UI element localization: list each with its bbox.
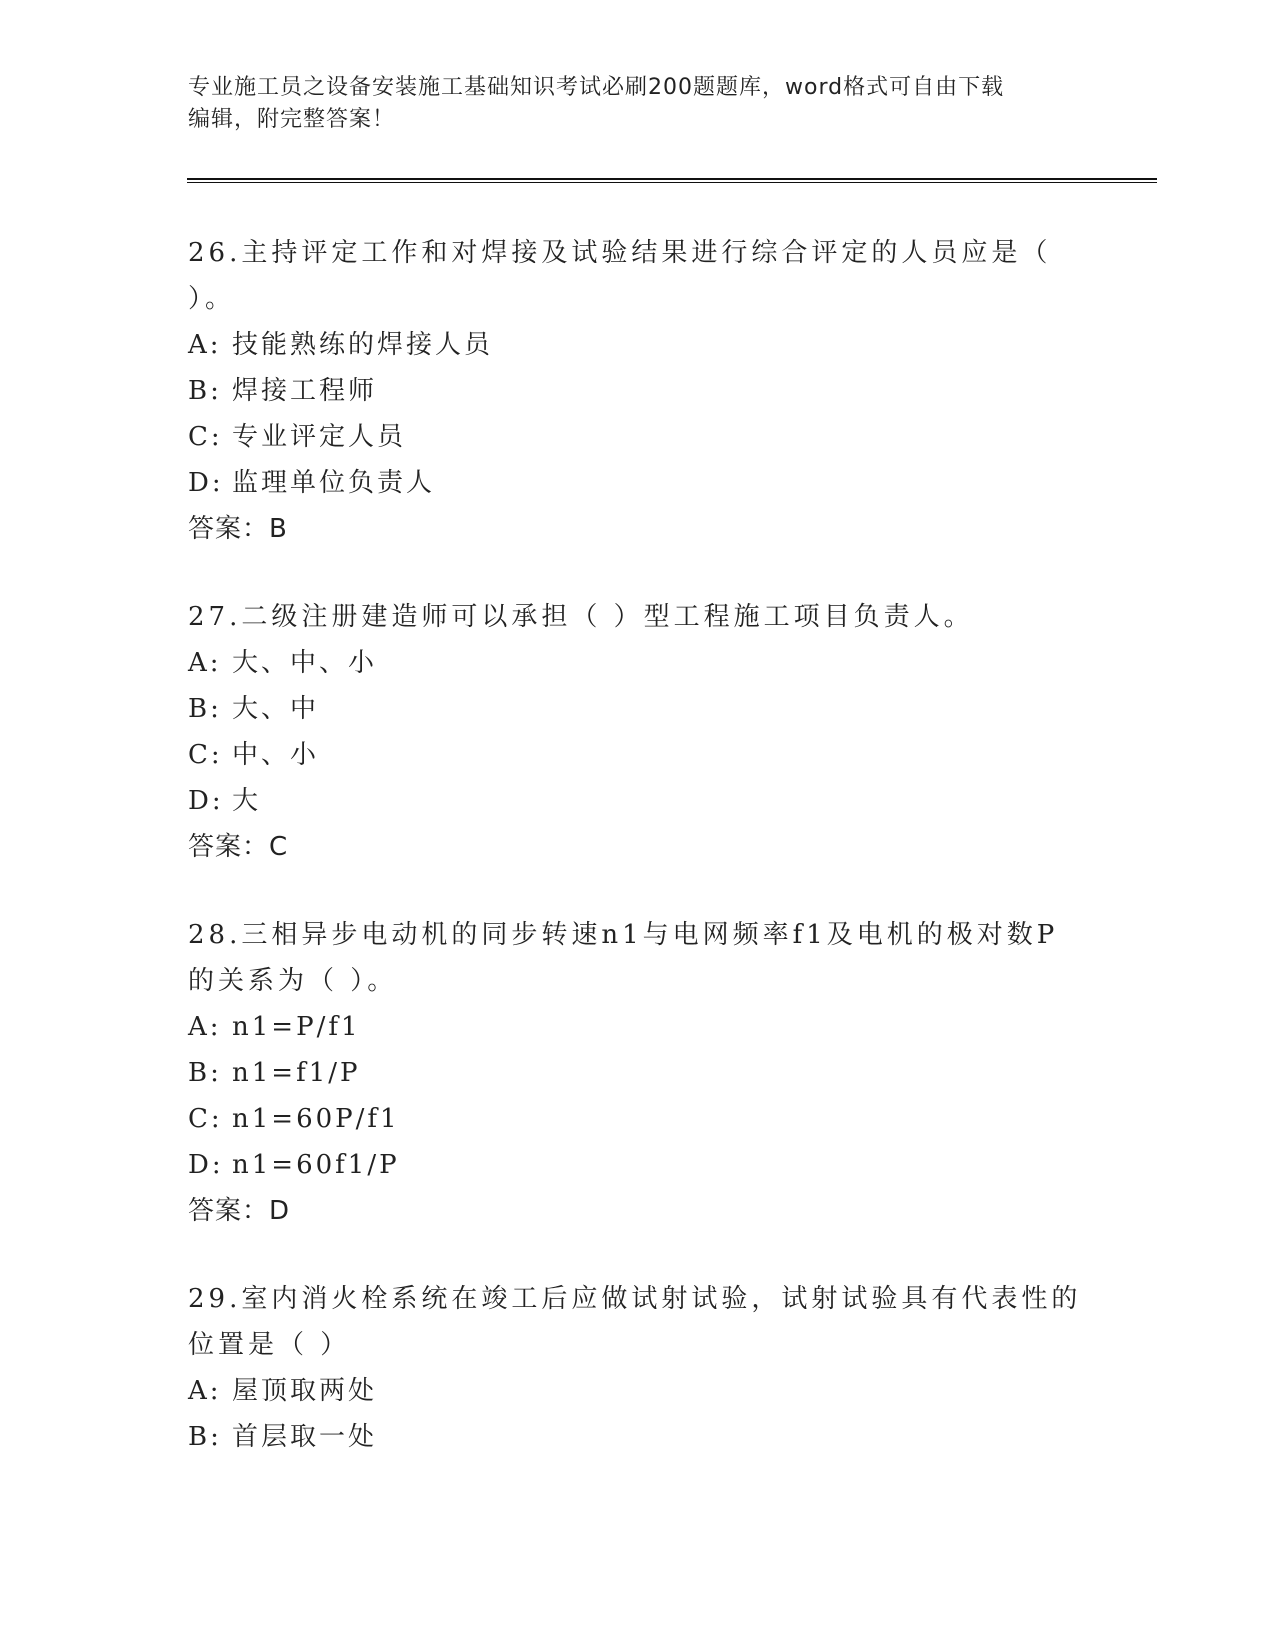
option-text: 焊接工程师 [232, 376, 378, 406]
option-key: C: [188, 740, 223, 770]
question-29 [188, 1276, 1088, 1460]
option-b [188, 1414, 1088, 1460]
option-text: n1=60f1/P [232, 1150, 400, 1180]
header-title-line-1: 专业施工员之设备安装施工基础知识考试必刷200题题库，word格式可自由下载 [188, 75, 1005, 100]
option-text: n1=P/f1 [232, 1012, 361, 1042]
answer: 答案：B [188, 514, 288, 544]
option-key: B: [188, 1422, 222, 1452]
question-text: 26.主持评定工作和对焊接及试验结果进行综合评定的人员应是（ ）。 [188, 238, 1052, 314]
option-key: A: [188, 1376, 222, 1406]
option-key: D: [188, 786, 224, 816]
option-text: 监理单位负责人 [232, 468, 436, 498]
option-text: 大、中、小 [232, 648, 378, 678]
option-key: C: [188, 422, 223, 452]
option-b [188, 686, 1088, 732]
option-text: 技能熟练的焊接人员 [232, 330, 494, 360]
option-key: A: [188, 1012, 222, 1042]
option-a [188, 1368, 1088, 1414]
question-28 [188, 912, 1088, 1234]
option-text: n1=60P/f1 [232, 1104, 400, 1134]
option-key: B: [188, 694, 222, 724]
option-a [188, 640, 1088, 686]
option-text: 中、小 [232, 740, 320, 770]
option-a [188, 322, 1088, 368]
option-text: 首层取一处 [232, 1422, 378, 1452]
option-b [188, 368, 1088, 414]
option-b [188, 1050, 1088, 1096]
question-list [188, 230, 1088, 1502]
option-a [188, 1004, 1088, 1050]
option-c [188, 732, 1088, 778]
header-divider [187, 178, 1157, 183]
question-text: 29.室内消火栓系统在竣工后应做试射试验，试射试验具有代表性的位置是（ ） [188, 1284, 1082, 1360]
option-c [188, 1096, 1088, 1142]
question-27 [188, 594, 1088, 870]
option-key: A: [188, 330, 222, 360]
answer: 答案：D [188, 1196, 291, 1226]
header-title-line-2: 编辑，附完整答案！ [188, 107, 396, 132]
option-c [188, 414, 1088, 460]
option-text: 屋顶取两处 [232, 1376, 378, 1406]
document-header [188, 72, 1088, 136]
option-d [188, 1142, 1088, 1188]
answer: 答案：C [188, 832, 289, 862]
option-text: 大 [232, 786, 262, 816]
option-key: A: [188, 648, 222, 678]
question-text: 28.三相异步电动机的同步转速n1与电网频率f1及电机的极对数P的关系为（ ）。 [188, 920, 1059, 996]
option-text: n1=f1/P [232, 1058, 361, 1088]
option-text: 专业评定人员 [232, 422, 407, 452]
question-text: 27.二级注册建造师可以承担（ ）型工程施工项目负责人。 [188, 602, 974, 632]
option-d [188, 460, 1088, 506]
question-26 [188, 230, 1088, 552]
option-key: D: [188, 468, 224, 498]
option-key: B: [188, 376, 222, 406]
option-key: C: [188, 1104, 223, 1134]
option-text: 大、中 [232, 694, 320, 724]
option-d [188, 778, 1088, 824]
option-key: D: [188, 1150, 224, 1180]
option-key: B: [188, 1058, 222, 1088]
